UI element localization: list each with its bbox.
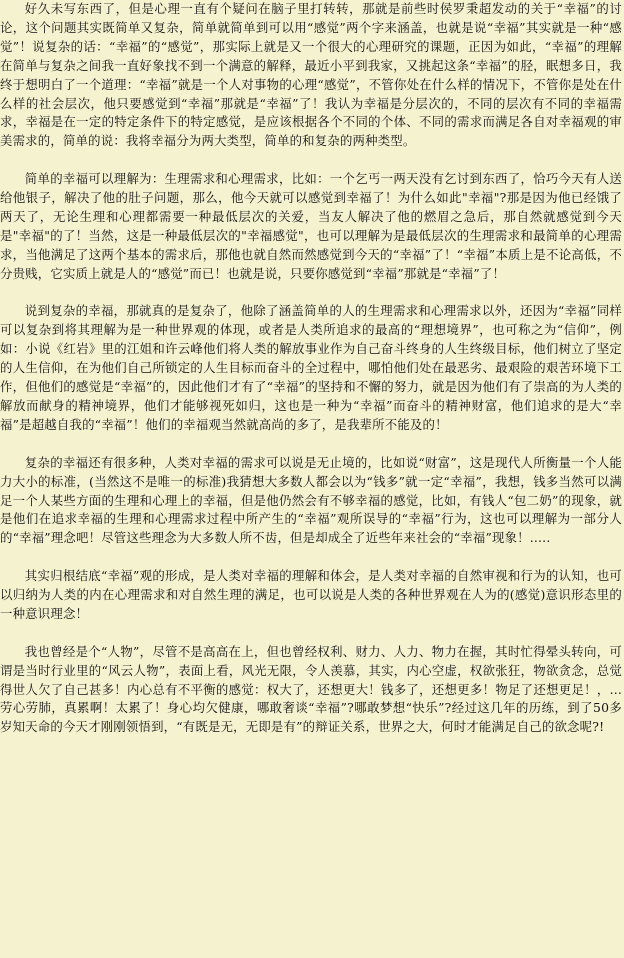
paragraph-gap [0, 548, 622, 567]
paragraph-personal: 我也曾经是个“人物”，尽管不是高高在上，但也曾经权利、财力、人力、物力在握，其时忙得晕头转向，可谓是当时行业里的“风云人物”，表面上看，风光无限，令人羡慕，其实，内心空虚，权欲张狂，物欲贪念，总觉得世人欠了自己甚多！内心总有不平衡的感觉：权大了，还想更大！钱多了，还想更多！物足了还想更足！，...劳心劳肺，真累啊！太累了！身心均欠健康，哪敢奢谈“幸福”?哪敢梦想“快乐”?经过这几年的历练，到了50多岁知天命的今天才刚刚领悟到，“有既是无，无即是有”的辩证关系，世界之大，何时才能满足自己的欲念呢?! [0, 643, 622, 735]
paragraph-simple-happiness: 简单的幸福可以理解为：生理需求和心理需求，比如：一个乞丐一两天没有乞讨到东西了，恰巧今天有人送给他银子，解决了他的肚子问题，那么，他今天就可以感觉到幸福了！为什么如此"幸福"?那是因为他已经饿了两天了，无论生理和心理都需要一种最低层次的关爱，当友人解决了他的燃眉之急后，那自然就感觉到今天是"幸福"的了！当然，这是一种最低层次的"幸福感觉"，也可以理解为是最低层次的生理需求和最简单的心理需求，当他满足了这两个基本的需求后，那他也就自然而然感觉到今天的“幸福”了！“幸福”本质上是不论高低，不分贵贱，它实质上就是人的“感觉”而已！也就是说，只要你感觉到“幸福”那就是“幸福”了！ [0, 171, 622, 281]
paragraph-complex-happiness: 说到复杂的幸福，那就真的是复杂了，他除了涵盖简单的人的生理需求和心理需求以外，还因为“幸福”同样可以复杂到将其理解为是一种世界观的体现，或者是人类所追求的最高的“理想境界”，也可称之为“信仰”，例如：小说《红岩》里的江姐和许云峰他们将人类的解放事业作为自己奋斗终身的人生终级目标，他们树立了坚定的人生信仰，在为他们自己所锁定的人生目标而奋斗的全过程中，哪怕他们处在最恶劣、最艰险的艰苦环境下工作，但他们的感觉是“幸福”的，因此他们才有了“幸福”的坚持和不懈的努力，就是因为他们有了崇高的为人类的解放而献身的精神境界，他们才能够视死如归，这也是一种为“幸福”而奋斗的精神财富，他们追求的是大“幸福”是超越自我的“幸福”！他们的幸福观当然就高尚的多了，是我辈所不能及的！ [0, 303, 622, 432]
paragraph-intro: 好久未写东西了，但是心理一直有个疑问在脑子里打转转，那就是前些时侯罗秉超发动的关于“幸福”的讨论，这个问题其实既简单又复杂，简单就简单到可以用“感觉”两个字来涵盖，也就是说“幸福”其实就是一种“感觉”！说复杂的话：“幸福”的“感觉”，那实际上就是又一个很大的心理研究的课题，正因为如此，“幸福”的理解在简单与复杂之间我一直好象找不到一个满意的解释，最近小平到我家，又挑起这条“幸福”的胫，眠想多日，我终于想明白了一个道理：“幸福”就是一个人对事物的心理“感觉”，不管你处在什么样的情况下，不管你是处在什么样的社会层次，他只要感觉到“幸福”那就是“幸福”了！我认为幸福是分层次的，不同的层次有不同的幸福需求，幸福是在一定的特定条件下的特定感觉，是应该根据各个不同的个体、不同的需求而满足各自对幸福观的审美需求的，简单的说：我将幸福分为两大类型，简单的和复杂的两种类型。 [0, 1, 622, 149]
paragraph-conclusion: 其实归根结底“幸福”观的形成，是人类对幸福的理解和体会，是人类对幸福的自然审视和行为的认知，也可以归纳为人类的内在心理需求和对自然生理的满足，也可以说是人类的各种世界观在人为的(感觉)意识形态里的一种意识理念！ [0, 568, 622, 621]
paragraph-gap [0, 151, 622, 170]
paragraph-gap [0, 284, 622, 303]
paragraph-wealth: 复杂的幸福还有很多种，人类对幸福的需求可以说是无止境的，比如说“财富”，这是现代人所衡量一个人能力大小的标准，(当然这不是唯一的标准)我猜想大多数人都会以为“钱多”就一定“幸福”，我想，钱多当然可以满足一个人某些方面的生理和心理上的幸福，但是他仍然会有不够幸福的感觉，比如，有钱人“包二奶”的现象，就是他们在追求幸福的生理和心理需求过程中所产生的“幸福”观所误导的“幸福”行为，这也可以理解为一部分人的“幸福”理念吧！尽管这些理念为大多数人所不齿，但是却成全了近些年来社会的“幸福”现象！..... [0, 454, 622, 546]
paragraph-gap [0, 624, 622, 643]
paragraph-gap [0, 435, 622, 454]
